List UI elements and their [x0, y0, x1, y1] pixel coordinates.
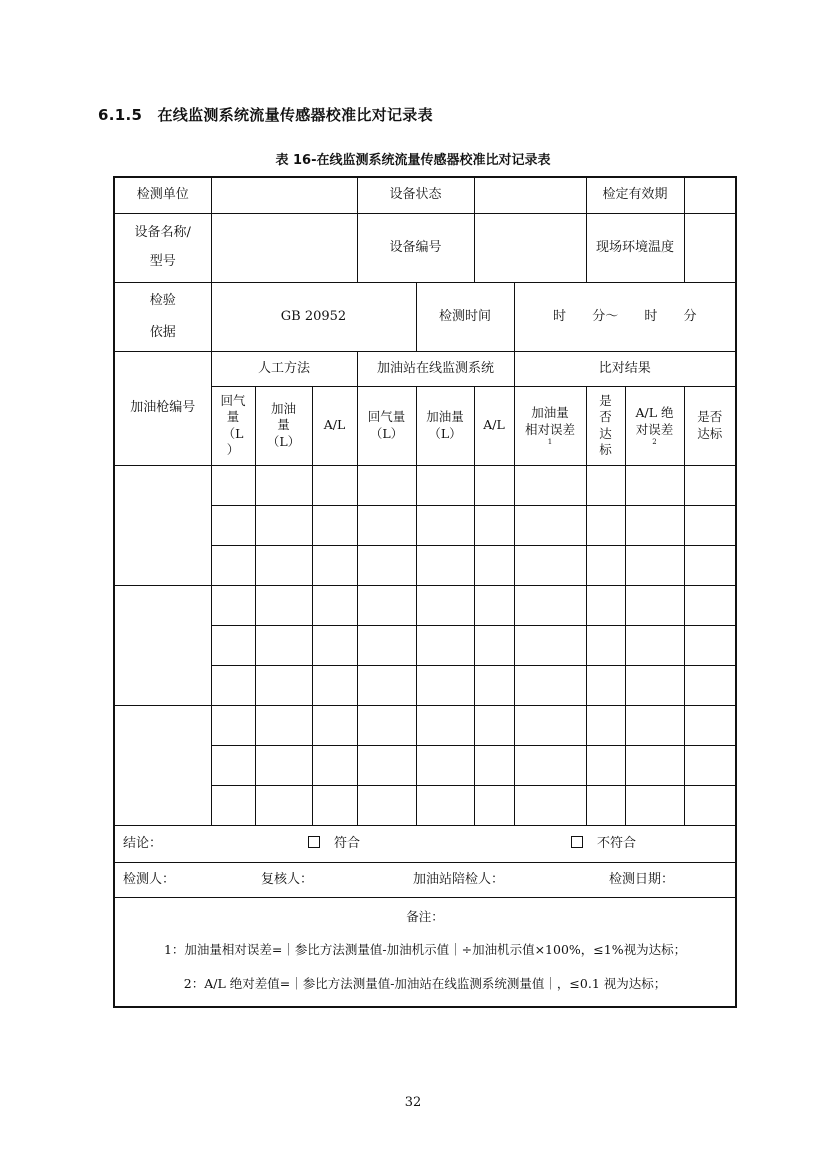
data-cell[interactable]: [586, 665, 625, 705]
data-cell[interactable]: [211, 705, 255, 745]
data-cell[interactable]: [312, 625, 357, 665]
data-cell[interactable]: [357, 665, 416, 705]
data-cell[interactable]: [474, 785, 514, 825]
online-system-header: 加油站在线监测系统: [357, 351, 514, 386]
data-row: [114, 585, 736, 625]
data-cell[interactable]: [586, 465, 625, 505]
note-2: 2：A/L 绝对差值=｜参比方法测量值-加油站在线监测系统测量值｜，≤0.1 视为达标；: [183, 975, 667, 991]
time-label: 检测时间: [416, 282, 514, 351]
gun-no-header: 加油枪编号: [114, 351, 211, 465]
data-cell[interactable]: [255, 705, 312, 745]
data-cell[interactable]: [357, 465, 416, 505]
data-cell[interactable]: [312, 785, 357, 825]
data-cell[interactable]: [312, 665, 357, 705]
data-cell[interactable]: [625, 665, 684, 705]
conclusion-row: [114, 825, 736, 862]
fuel-relative-error-header: 加油量 相对误差 1: [514, 386, 586, 465]
data-cell[interactable]: [514, 585, 586, 625]
reviewer-label: 复核人：: [261, 871, 314, 887]
data-cell[interactable]: [312, 745, 357, 785]
table-caption: 表 16-在线监测系统流量传感器校准比对记录表: [275, 153, 551, 168]
data-cell[interactable]: [357, 625, 416, 665]
data-cell[interactable]: [586, 705, 625, 745]
option-pass[interactable]: 符合: [308, 835, 360, 853]
data-cell[interactable]: [514, 785, 586, 825]
env-temp-label: 现场环境温度: [586, 213, 684, 282]
data-cell[interactable]: [684, 465, 736, 505]
data-cell[interactable]: [586, 585, 625, 625]
data-cell[interactable]: [625, 505, 684, 545]
data-cell[interactable]: [684, 545, 736, 585]
data-cell[interactable]: [684, 705, 736, 745]
env-temp-value-cell[interactable]: [684, 213, 736, 282]
manual-return-gas-header: 回气 量 （L ）: [211, 386, 255, 465]
time-value-cell[interactable]: 时 分～ 时 分: [514, 282, 736, 351]
data-cell[interactable]: [312, 505, 357, 545]
data-cell[interactable]: [416, 705, 474, 745]
gun-no-cell[interactable]: [114, 465, 211, 585]
data-cell[interactable]: [211, 505, 255, 545]
data-cell[interactable]: [312, 465, 357, 505]
data-cell[interactable]: [416, 545, 474, 585]
data-cell[interactable]: [211, 745, 255, 785]
data-cell[interactable]: [211, 585, 255, 625]
calibration-record-table: [113, 176, 737, 1008]
data-cell[interactable]: [514, 505, 586, 545]
data-cell[interactable]: [211, 625, 255, 665]
data-cell[interactable]: [255, 465, 312, 505]
data-cell[interactable]: [684, 665, 736, 705]
manual-method-header: 人工方法: [211, 351, 357, 386]
notes-row: [114, 897, 736, 1007]
data-cell[interactable]: [357, 585, 416, 625]
basis-value: GB 20952: [211, 282, 416, 351]
data-cell[interactable]: [416, 585, 474, 625]
data-cell[interactable]: [255, 665, 312, 705]
data-cell[interactable]: [586, 745, 625, 785]
data-cell[interactable]: [684, 785, 736, 825]
data-cell[interactable]: [255, 625, 312, 665]
data-cell[interactable]: [416, 465, 474, 505]
data-cell[interactable]: [474, 625, 514, 665]
group-header-row: [114, 351, 736, 386]
gun-no-cell[interactable]: [114, 585, 211, 705]
data-cell[interactable]: [474, 585, 514, 625]
data-cell[interactable]: [625, 625, 684, 665]
option-fail[interactable]: 不符合: [571, 835, 636, 853]
data-cell[interactable]: [255, 585, 312, 625]
validity-value-cell[interactable]: [684, 177, 736, 213]
manual-al-header: A/L: [312, 386, 357, 465]
data-cell[interactable]: [474, 465, 514, 505]
manual-fuel-header: 加油 量 （L）: [255, 386, 312, 465]
validity-label: 检定有效期: [586, 177, 684, 213]
data-row: [114, 705, 736, 745]
conclusion-label: 结论：: [123, 835, 163, 851]
header-row-basis: [114, 282, 736, 351]
data-cell[interactable]: [514, 545, 586, 585]
comparison-header: 比对结果: [514, 351, 736, 386]
data-cell[interactable]: [416, 625, 474, 665]
device-no-value-cell[interactable]: [474, 213, 586, 282]
fail-checkbox[interactable]: [571, 836, 583, 848]
data-cell[interactable]: [357, 705, 416, 745]
notes-label: 备注：: [406, 908, 444, 924]
note-1: 1：加油量相对误差=｜参比方法测量值-加油机示值｜÷加油机示值×100%，≤1%视为达标；: [163, 941, 687, 957]
data-cell[interactable]: [625, 465, 684, 505]
data-cell[interactable]: [625, 705, 684, 745]
data-cell[interactable]: [586, 545, 625, 585]
data-cell[interactable]: [684, 745, 736, 785]
gun-no-cell[interactable]: [114, 705, 211, 825]
data-cell[interactable]: [514, 665, 586, 705]
data-cell[interactable]: [211, 785, 255, 825]
data-cell[interactable]: [684, 625, 736, 665]
data-cell[interactable]: [474, 745, 514, 785]
data-cell[interactable]: [211, 465, 255, 505]
al-absolute-error-header: A/L 绝 对误差 2: [625, 386, 684, 465]
page-number: 32: [404, 1095, 422, 1110]
data-cell[interactable]: [625, 785, 684, 825]
data-cell[interactable]: [416, 505, 474, 545]
data-cell[interactable]: [211, 665, 255, 705]
data-cell[interactable]: [684, 585, 736, 625]
data-cell[interactable]: [211, 545, 255, 585]
data-cell[interactable]: [514, 745, 586, 785]
signers-row: [114, 862, 736, 897]
header-row-device: [114, 213, 736, 282]
data-cell[interactable]: [312, 545, 357, 585]
data-cell[interactable]: [255, 745, 312, 785]
conclusion-cell: [114, 825, 736, 862]
online-fuel-header: 加油量 （L）: [416, 386, 474, 465]
device-name-value-cell[interactable]: [211, 213, 357, 282]
data-cell[interactable]: [416, 785, 474, 825]
station-escort-label: 加油站陪检人：: [413, 871, 505, 887]
device-name-label: 设备名称/ 型号: [114, 213, 211, 282]
data-cell[interactable]: [357, 785, 416, 825]
data-cell[interactable]: [625, 545, 684, 585]
data-cell[interactable]: [586, 625, 625, 665]
data-cell[interactable]: [474, 665, 514, 705]
date-label: 检测日期：: [609, 871, 675, 887]
fuel-pass-header: 是 否 达 标: [586, 386, 625, 465]
basis-label: 检验 依据: [114, 282, 211, 351]
data-row: [114, 465, 736, 505]
data-cell[interactable]: [514, 465, 586, 505]
data-cell[interactable]: [474, 505, 514, 545]
data-cell[interactable]: [255, 505, 312, 545]
data-cell[interactable]: [474, 705, 514, 745]
header-row-unit: [114, 177, 736, 213]
data-cell[interactable]: [586, 505, 625, 545]
data-cell[interactable]: [684, 505, 736, 545]
data-cell[interactable]: [514, 705, 586, 745]
data-cell[interactable]: [416, 745, 474, 785]
data-cell[interactable]: [255, 785, 312, 825]
notes-cell: [114, 897, 736, 1007]
data-cell[interactable]: [312, 585, 357, 625]
online-al-header: A/L: [474, 386, 514, 465]
data-cell[interactable]: [255, 545, 312, 585]
section-heading: 6.1.5 在线监测系统流量传感器校准比对记录表: [98, 106, 433, 124]
al-pass-header: 是否 达标: [684, 386, 736, 465]
inspector-label: 检测人：: [123, 871, 176, 887]
data-cell[interactable]: [625, 585, 684, 625]
data-cell[interactable]: [586, 785, 625, 825]
data-cell[interactable]: [514, 625, 586, 665]
pass-checkbox[interactable]: [308, 836, 320, 848]
status-value-cell[interactable]: [474, 177, 586, 213]
unit-value-cell[interactable]: [211, 177, 357, 213]
data-cell[interactable]: [357, 505, 416, 545]
data-cell[interactable]: [474, 545, 514, 585]
unit-label: 检测单位: [114, 177, 211, 213]
online-return-gas-header: 回气量 （L）: [357, 386, 416, 465]
data-cell[interactable]: [357, 745, 416, 785]
data-cell[interactable]: [416, 665, 474, 705]
device-no-label: 设备编号: [357, 213, 474, 282]
signers-cell: [114, 862, 736, 897]
data-cell[interactable]: [357, 545, 416, 585]
data-cell[interactable]: [625, 745, 684, 785]
data-cell[interactable]: [312, 705, 357, 745]
status-label: 设备状态: [357, 177, 474, 213]
